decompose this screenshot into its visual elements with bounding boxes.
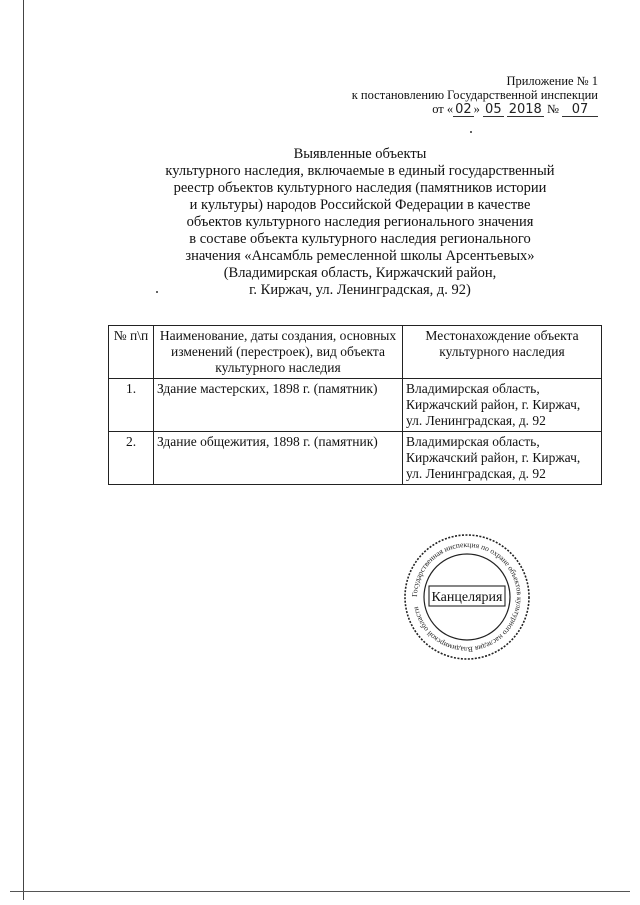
number-label: № [546, 102, 559, 116]
title-line: г. Киржач, ул. Ленинградская, д. 92) [249, 282, 471, 298]
objects-table [108, 325, 602, 485]
document-title [140, 146, 580, 299]
row-name: Здание общежития, 1898 г. (памятник) [154, 432, 403, 485]
row-number: 1. [109, 379, 154, 432]
row-number: 2. [109, 432, 154, 485]
scan-speck [470, 131, 472, 133]
row-name: Здание мастерских, 1898 г. (памятник) [154, 379, 403, 432]
row-location: Владимирская область, Киржачский район, г. Киржач, ул. Ленинградская, д. 92 [403, 379, 602, 432]
title-line: реестр объектов культурного наследия (памятников истории [173, 180, 547, 196]
appendix-date-line [298, 102, 598, 117]
title-line: культурного наследия, включаемые в единый государственный [165, 163, 555, 179]
table-row [109, 379, 602, 432]
title-line: в составе объекта культурного наследия регионального [189, 231, 531, 247]
appendix-number: Приложение № 1 [506, 74, 598, 88]
table-row [109, 432, 602, 485]
header-number: № п\п [109, 326, 154, 379]
page-border-bottom [10, 891, 630, 892]
stamp-ring-text: Государственная инспекция по охране объектов культурного наследия Владимирской области [409, 539, 525, 655]
page-border-left [23, 0, 24, 900]
title-line: и культуры) народов Российской Федерации в качестве [189, 197, 531, 213]
title-line: Выявленные объекты [293, 146, 427, 162]
document-number: 07 [562, 104, 598, 117]
date-month: 05 [485, 102, 502, 117]
row-location: Владимирская область, Киржачский район, г. Киржач, ул. Ленинградская, д. 92 [403, 432, 602, 485]
header-name: Наименование, даты создания, основных изменений (перестроек), вид объекта культурного наследия [154, 326, 403, 379]
scan-speck [156, 291, 158, 293]
title-line: объектов культурного наследия регионального значения [186, 214, 534, 230]
stamp-center-text: Канцелярия [431, 590, 503, 605]
table-header-row [109, 326, 602, 379]
appendix-header [298, 74, 598, 117]
title-line: значения «Ансамбль ремесленной школы Арсентьевых» [185, 248, 535, 264]
date-prefix: от « [432, 102, 454, 116]
date-sep: » [473, 102, 480, 116]
date-day: 02 [455, 102, 472, 117]
appendix-reference: к постановлению Государственной инспекции [351, 88, 598, 102]
date-year: 2018 [508, 102, 542, 117]
header-location: Местонахождение объекта культурного наследия [403, 326, 602, 379]
office-stamp [403, 533, 531, 661]
title-line: (Владимирская область, Киржачский район, [223, 265, 497, 281]
